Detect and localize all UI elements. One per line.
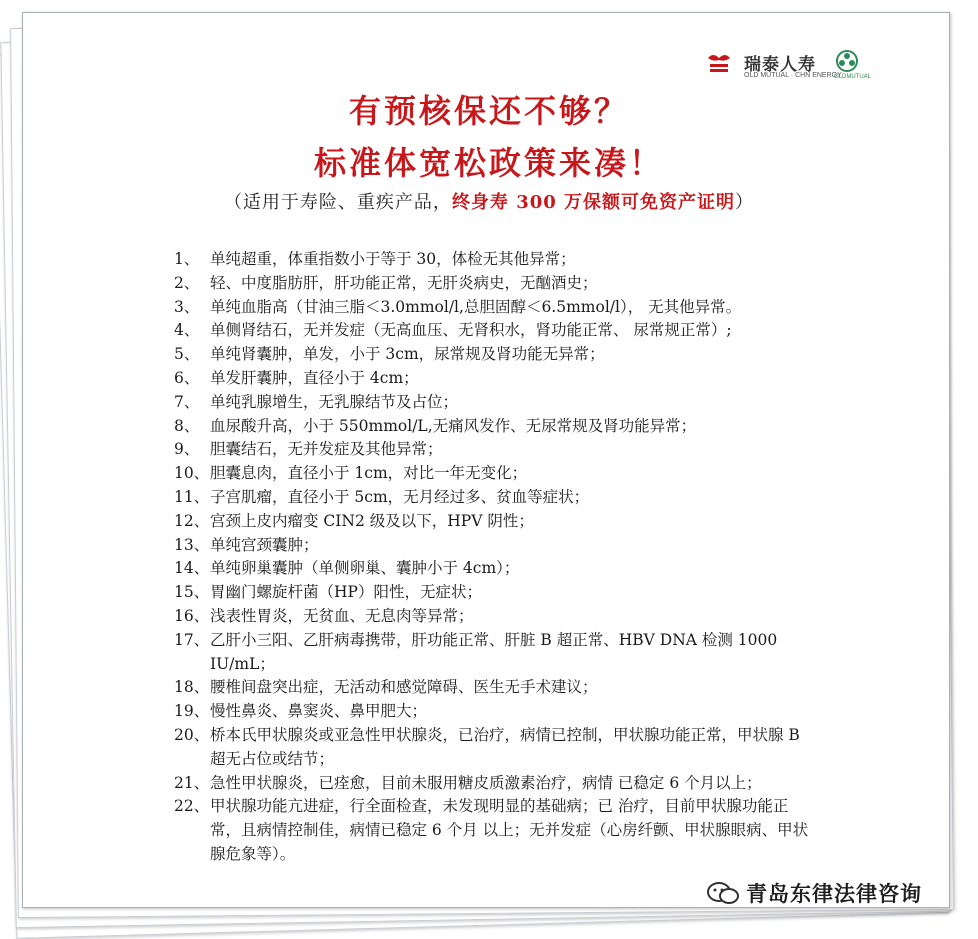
list-item — [174, 391, 814, 415]
list-item — [174, 319, 814, 343]
list-item — [174, 248, 814, 272]
list-item-text: 单发肝囊肿，直径小于 4cm； — [210, 368, 419, 387]
watermark-text: 青岛东律法律咨询 — [746, 883, 922, 906]
list-item-number: 9、 — [174, 440, 200, 459]
list-item — [174, 557, 814, 581]
condition-list — [174, 248, 814, 867]
list-item-number: 20、 — [174, 725, 210, 744]
list-item — [174, 462, 814, 486]
list-item-number: 17、 — [174, 630, 210, 649]
list-item — [174, 605, 814, 629]
list-item-text: 单纯血脂高（甘油三脂＜3.0mmol/l,总胆固醇＜6.5mmol/l）， 无其他异常。 — [210, 297, 742, 316]
list-item-text: 慢性鼻炎、鼻窦炎、鼻甲肥大； — [210, 702, 428, 721]
headline-line-2: 标准体宽松政策来凑！ — [313, 144, 664, 182]
subtitle-prefix: （适用于寿险、重疾产品， — [223, 192, 452, 213]
list-item-number: 6、 — [174, 368, 200, 387]
list-item-number: 19、 — [174, 702, 210, 721]
list-item-text: 宫颈上皮内瘤变 CIN2 级及以下，HPV 阴性； — [210, 511, 534, 530]
list-item-number: 4、 — [174, 321, 200, 340]
list-item-text: 桥本氏甲状腺炎或亚急性甲状腺炎，已治疗，病情已控制，甲状腺功能正常，甲状腺 B 超无占位或结节； — [210, 725, 800, 768]
list-item — [174, 700, 814, 724]
list-item-number: 5、 — [174, 345, 200, 364]
list-item-number: 16、 — [174, 606, 210, 625]
company-logo — [706, 50, 876, 84]
old-mutual-icon — [836, 50, 858, 72]
old-mutual-text: OLDMUTUAL — [834, 74, 872, 80]
list-item-text: 腰椎间盘突出症，无活动和感觉障碍、医生无手术建议； — [210, 678, 598, 697]
list-item-text: 急性甲状腺炎，已痊愈，目前未服用糖皮质激素治疗，病情 已稳定 6 个月以上； — [210, 773, 762, 792]
list-item-number: 2、 — [174, 273, 200, 292]
list-item-text: 轻、中度脂肪肝，肝功能正常，无肝炎病史，无酗酒史； — [210, 273, 598, 292]
list-item — [174, 367, 814, 391]
subtitle-highlight: 终身寿 300 万保额可免资产证明 — [451, 192, 736, 213]
list-item-number: 12、 — [174, 511, 210, 530]
list-item-number: 22、 — [174, 797, 210, 816]
list-item — [174, 296, 814, 320]
list-item-number: 18、 — [174, 678, 210, 697]
list-item-number: 15、 — [174, 583, 210, 602]
list-item-text: 胆囊结石，无并发症及其他异常； — [210, 440, 443, 459]
list-item — [174, 486, 814, 510]
list-item-text: 乙肝小三阳、乙肝病毒携带，肝功能正常、肝脏 B 超正常、HBV DNA 检测 1000 IU/mL； — [210, 630, 778, 673]
wechat-watermark — [706, 878, 922, 908]
list-item-text: 单纯超重，体重指数小于等于 30，体检无其他异常； — [210, 250, 576, 268]
list-item — [174, 795, 814, 866]
list-item-text: 单纯卵巢囊肿（单侧卵巢、囊肿小于 4cm）； — [210, 559, 520, 578]
list-item — [174, 272, 814, 296]
list-item — [174, 629, 814, 677]
list-item-text: 单纯宫颈囊肿； — [210, 535, 319, 554]
subtitle — [0, 188, 978, 214]
list-item — [174, 724, 814, 772]
list-item-text: 胃幽门螺旋杆菌（HP）阳性，无症状； — [210, 583, 482, 602]
list-item — [174, 415, 814, 439]
list-item-text: 单纯肾囊肿，单发，小于 3cm，尿常规及肾功能无异常； — [210, 345, 605, 364]
list-item — [174, 510, 814, 534]
list-item-number: 13、 — [174, 535, 210, 554]
logo-english-name: OLD MUTUAL · CHN ENERGY — [744, 72, 842, 79]
list-item — [174, 581, 814, 605]
logo-chinese-name: 瑞泰人寿 — [744, 55, 816, 74]
subtitle-suffix: ） — [735, 192, 755, 213]
list-item-number: 10、 — [174, 464, 210, 483]
list-item-number: 1、 — [174, 250, 200, 268]
headline-line-1: 有预核保还不够？ — [348, 92, 629, 130]
list-item-text: 胆囊息肉，直径小于 1cm，对比一年无变化； — [210, 464, 528, 483]
list-item-text: 甲状腺功能亢进症，行全面检查，未发现明显的基础病；已 治疗，目前甲状腺功能正常，且病情控制佳，病情已稳定 6 个月 以上；无并发症（心房纤颤、甲状腺眼病、甲状腺危象等）。 — [210, 797, 809, 863]
list-item — [174, 534, 814, 558]
list-item-number: 8、 — [174, 416, 200, 435]
list-item-number: 11、 — [174, 487, 210, 506]
list-item-number: 21、 — [174, 773, 210, 792]
list-item-text: 血尿酸升高，小于 550mmol/L,无痛风发作、无尿常规及肾功能异常； — [210, 416, 697, 435]
list-item-number: 14、 — [174, 559, 210, 578]
list-item-text: 浅表性胃炎，无贫血、无息肉等异常； — [210, 606, 474, 625]
list-item-number: 3、 — [174, 297, 200, 316]
list-item-text: 子宫肌瘤，直径小于 5cm，无月经过多、贫血等症状； — [210, 487, 590, 506]
list-item — [174, 772, 814, 796]
ruitai-logo-icon — [706, 52, 732, 74]
list-item-text: 单侧肾结石，无并发症（无高血压、无肾积水，肾功能正常、 尿常规正常）; — [210, 321, 732, 340]
list-item-text: 单纯乳腺增生，无乳腺结节及占位； — [210, 392, 459, 411]
wechat-icon — [706, 881, 740, 905]
list-item-number: 7、 — [174, 392, 200, 411]
list-item — [174, 343, 814, 367]
list-item — [174, 676, 814, 700]
list-item — [174, 438, 814, 462]
